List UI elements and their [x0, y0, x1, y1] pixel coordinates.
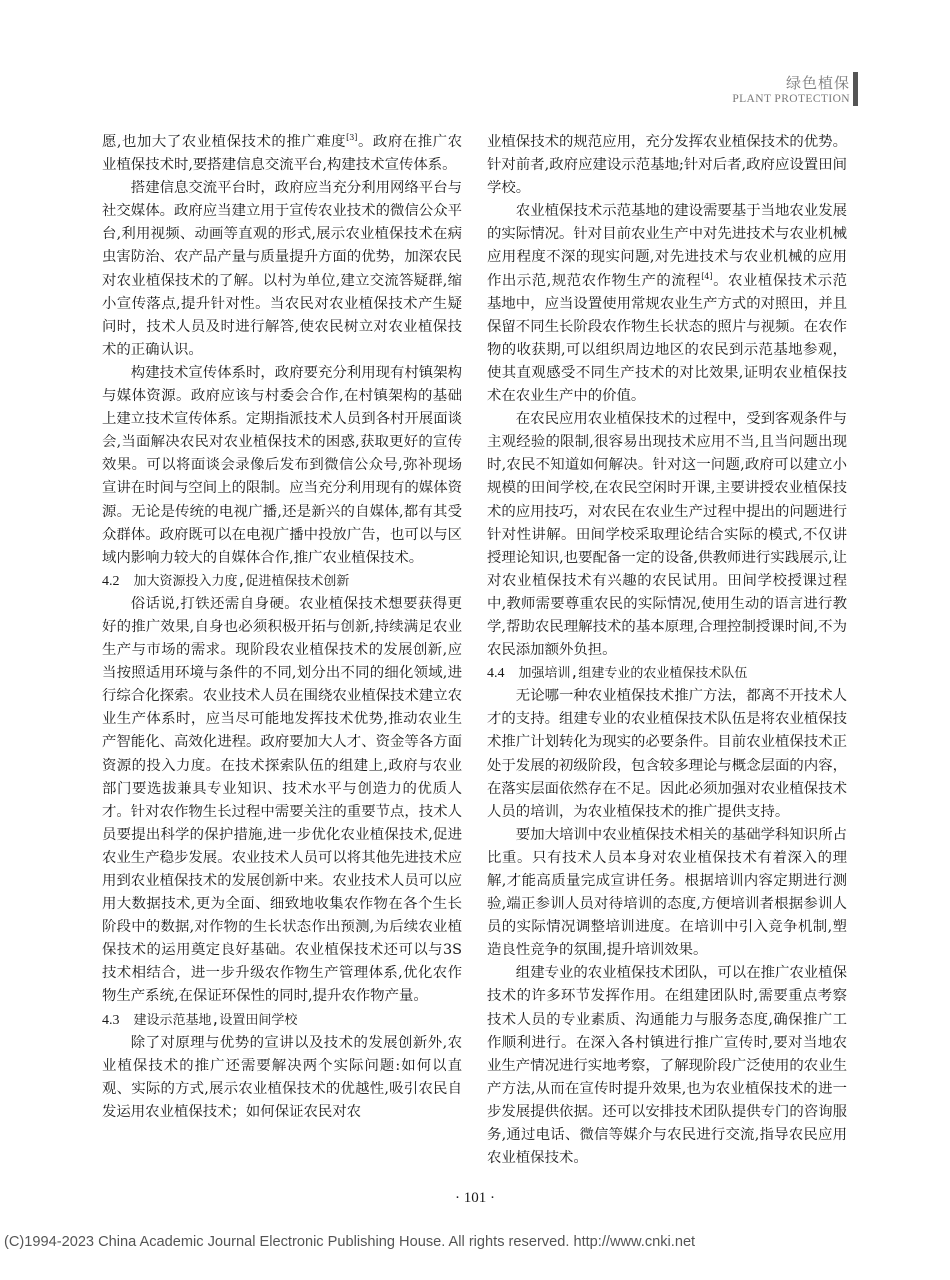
citation-ref[interactable]: [4]	[701, 271, 713, 281]
paragraph: 组建专业的农业植保技术团队，可以在推广农业植保技术的许多环节发挥作用。在组建团队时,需要重点考察技术人员的专业素质、沟通能力与服务态度,确保推广工作顺利进行。在深入各村镇进行推广宣传时,要对当地农业生产情况进行实地考察，了解现阶段广泛使用的农业生产方法,从而在宣传时提升效果,也为农业植保技术的进一步发展提供依据。还可以安排技术团队提供专门的咨询服务,通过电话、微信等媒介与农民进行交流,指导农民应用农业植保技术。	[487, 965, 847, 1167]
journal-title-cn: 绿色植保	[785, 74, 850, 92]
paragraph: 要加大培训中农业植保技术相关的基础学科知识所占比重。只有技术人员本身对农业植保技术有着深入的理解,才能高质量完成宣讲任务。根据培训内容定期进行测验,端正参训人员对待培训的态度,方便培训者根据参训人员的实际情况调整培训进度。在培训中引入竞争机制,塑造良性竞争的氛围,提升培训效果。	[487, 826, 847, 959]
paragraph: 在农民应用农业植保技术的过程中，受到客观条件与主观经验的限制,很容易出现技术应用不当,且当问题出现时,农民不知道如何解决。针对这一问题,政府可以建立小规模的田间学校,在农民空闲时开课,主要讲授农业植保技术的应用技巧，对农民在农业生产过程中提出的问题进行针对性讲解。田间学校采取理论结合实际的模式,不仅讲授理论知识,也要配备一定的设备,供教师进行实践展示,让对农业植保技术有兴趣的农民试用。田间学校授课过程中,教师需要尊重农民的实际情况,使用生动的语言进行教学,帮助农民理解技术的基本原理,合理控制授课时间,不为农民添加额外负担。	[487, 411, 847, 659]
section-heading-4-3: 4.3 建设示范基地,设置田间学校	[102, 1012, 298, 1028]
section-heading-4-2: 4.2 加大资源投入力度,促进植保技术创新	[102, 573, 350, 589]
paragraph: 搭建信息交流平台时，政府应当充分利用网络平台与社交媒体。政府应当建立用于宣传农业技术的微信公众平台,利用视频、动画等直观的形式,展示农业植保技术在病虫害防治、农产品产量与质量提升方面的优势，加深农民对农业植保技术的了解。以村为单位,建立交流答疑群,缩小宣传落点,提升针对性。当农民对农业植保技术产生疑问时，技术人员及时进行解答,使农民树立对农业植保技术的正确认识。	[102, 180, 462, 358]
left-column	[102, 131, 462, 1124]
journal-title-en: PLANT PROTECTION	[732, 93, 850, 105]
section-heading-4-4: 4.4 加强培训,组建专业的农业植保技术队伍	[487, 666, 748, 682]
copyright-footer: (C)1994-2023 China Academic Journal Electronic Publishing House. All rights reserved. http://www.cnki.net	[4, 1234, 696, 1250]
paragraph: 俗话说,打铁还需自身硬。农业植保技术想要获得更好的推广效果,自身也必须积极开拓与创新,持续满足农业生产与市场的需求。现阶段农业植保技术的发展创新,应当按照适用环境与条件的不同,划分出不同的细化领域,进行综合化探索。农业技术人员在围绕农业植保技术建立农业生产体系时，应当尽可能地发挥技术优势,推动农业生产智能化、高效化进程。政府要加大人才、资金等各方面资源的投入力度。在技术探索队伍的组建上,政府与农业部门要选拔兼具专业知识、技术水平与创造力的优质人才。针对农作物生长过程中需要关注的重要节点，技术人员要提出科学的保护措施,进一步优化农业植保技术,促进农业生产稳步发展。农业技术人员可以将其他先进技术应用到农业植保技术的发展创新中来。农业技术人员可以应用大数据技术,更为全面、细致地收集农作物在各个生长阶段中的数据,对作物的生长状态作出预测,为后续农业植保技术的运用奠定良好基础。农业植保技术还可以与3S技术相结合，进一步升级农作物生产管理体系,优化农作物生产系统,在保证环保性的同时,提升农作物产量。	[102, 595, 462, 1005]
paragraph: 业植保技术的规范应用，充分发挥农业植保技术的优势。针对前者,政府应建设示范基地;针对后者,政府应设置田间学校。	[487, 134, 847, 197]
paragraph: 农业植保技术示范基地的建设需要基于当地农业发展的实际情况。针对目前农业生产中对先进技术与农业机械应用程度不深的现实问题,对先进技术与农业机械的应用作出示范,规范农作物生产的流程[4]。农业植保技术示范基地中，应当设置使用常规农业生产方式的对照田，并且保留不同生长阶段农作物生长状态的照片与视频。在农作物的收获期,可以组织周边地区的农民到示范基地参观，使其直观感受不同生产技术的对比效果,证明农业植保技术在农业生产中的价值。	[487, 203, 847, 405]
journal-header	[732, 74, 850, 106]
citation-ref[interactable]: [3]	[346, 133, 358, 143]
paragraph: 除了对原理与优势的宣讲以及技术的发展创新外,农业植保技术的推广还需要解决两个实际问题:如何以直观、实际的方式,展示农业植保技术的优越性,吸引农民自发运用农业植保技术；如何保证农民对农	[102, 1034, 462, 1120]
paragraph: 构建技术宣传体系时，政府要充分利用现有村镇架构与媒体资源。政府应该与村委会合作,在村镇架构的基础上建立技术宣传体系。定期指派技术人员到各村开展面谈会,当面解决农民对农业植保技术的困惑,获取更好的宣传效果。可以将面谈会录像后发布到微信公众号,弥补现场宣讲在时间与空间上的限制。应当充分利用现有的媒体资源。无论是传统的电视广播,还是新兴的自媒体,都有其受众群体。政府既可以在电视广播中投放广告，也可以与区域内影响力较大的自媒体合作,推广农业植保技术。	[102, 364, 462, 566]
header-bar	[853, 72, 858, 106]
right-column	[487, 131, 847, 1170]
paragraph: 无论哪一种农业植保技术推广方法，都离不开技术人才的支持。组建专业的农业植保技术队伍是将农业植保技术推广计划转化为现实的必要条件。目前农业植保技术正处于发展的初级阶段，包含较多理论与概念层面的内容，在落实层面依然存在不足。因此必须加强对农业植保技术人员的培训，为农业植保技术的推广提供支持。	[487, 688, 847, 820]
page-number: · 101 ·	[455, 1190, 495, 1206]
paragraph: 愿,也加大了农业植保技术的推广难度[3]。政府在推广农业植保技术时,要搭建信息交流平台,构建技术宣传体系。	[102, 133, 462, 174]
